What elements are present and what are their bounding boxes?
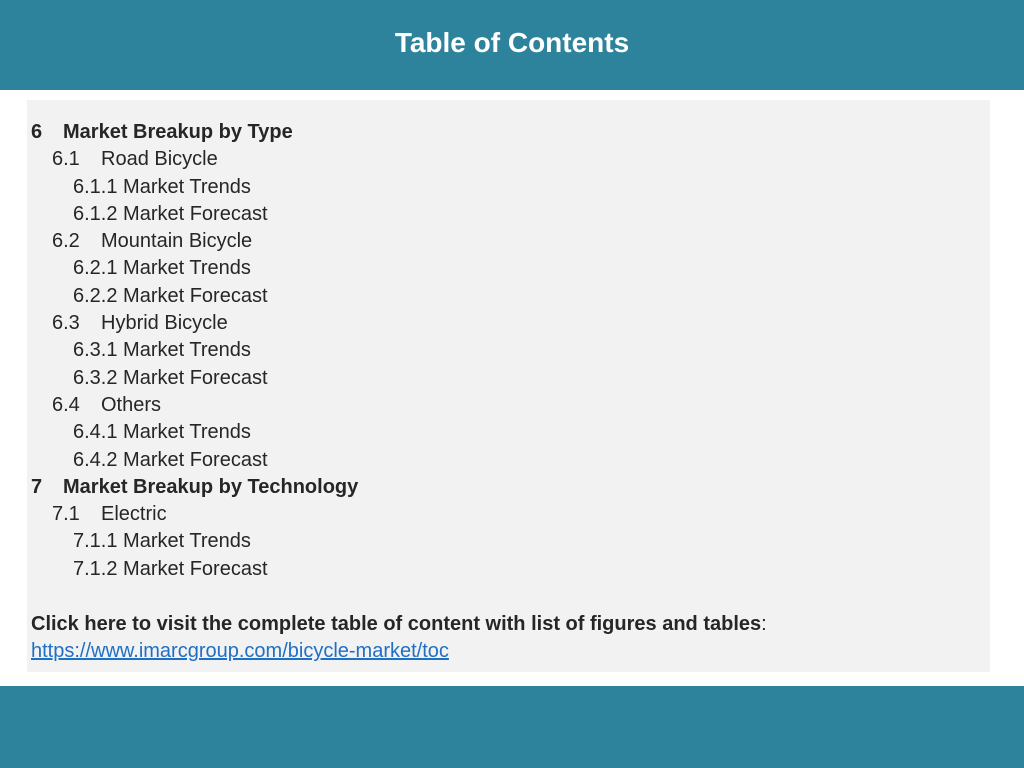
toc-item-level-3 [31,419,358,446]
toc-item-label: Electric [101,503,167,526]
toc-item-label: Market Breakup by Technology [63,475,359,498]
toc-item-level-3 [31,528,358,555]
toc-item-text: 7.1.2 Market Forecast [73,557,268,580]
toc-item-number: 6.4 [52,393,80,416]
toc-item-number: 6.2 [52,230,80,253]
toc-item-number: 7.1 [52,503,80,526]
toc-item-text: 6.4.1 Market Trends [73,421,251,444]
toc-item-level-3 [31,556,358,583]
toc-item-level-3 [31,174,358,201]
toc-item-text: 6.4.2 Market Forecast [73,448,268,471]
toc-item-level-2 [31,228,358,255]
footer-band [0,686,1024,768]
toc-item-level-3 [31,337,358,364]
toc-item-level-2 [31,392,358,419]
toc-item-level-2 [31,310,358,337]
toc-item-text: 6.3.1 Market Trends [73,339,251,362]
toc-item-level-2 [31,146,358,173]
toc-item-level-2 [31,501,358,528]
toc-item-label: Road Bicycle [101,148,218,171]
toc-item-text: 6.1.1 Market Trends [73,175,251,198]
cta-text: Click here to visit the complete table of content with list of figures and tables [31,613,762,635]
toc-list [31,119,358,583]
toc-item-text: 6.2.2 Market Forecast [73,284,268,307]
toc-item-level-3 [31,365,358,392]
toc-link[interactable]: https://www.imarcgroup.com/bicycle-market/toc [31,640,449,663]
toc-cta [31,611,767,666]
toc-item-text: 6.1.2 Market Forecast [73,202,268,225]
toc-item-label: Market Breakup by Type [63,121,293,143]
toc-item-level-1 [31,119,358,146]
toc-item-level-3 [31,255,358,282]
toc-item-level-3 [31,283,358,310]
header-band [0,0,1024,90]
page-title: Table of Contents [394,27,630,58]
toc-item-level-3 [31,447,358,474]
toc-panel [27,100,990,672]
toc-item-level-3 [31,201,358,228]
toc-item-text: 6.3.2 Market Forecast [73,366,268,389]
toc-item-label: Others [101,393,162,416]
toc-item-text: 7.1.1 Market Trends [73,530,251,553]
toc-item-number: 6.3 [52,312,80,335]
toc-item-label: Hybrid Bicycle [101,312,228,335]
toc-item-number: 6 [31,121,43,143]
toc-item-label: Mountain Bicycle [101,230,253,253]
toc-item-number: 6.1 [52,148,80,171]
cta-colon: : [761,613,767,635]
toc-item-text: 6.2.1 Market Trends [73,257,251,280]
toc-item-number: 7 [31,475,43,498]
toc-item-level-1 [31,474,358,501]
